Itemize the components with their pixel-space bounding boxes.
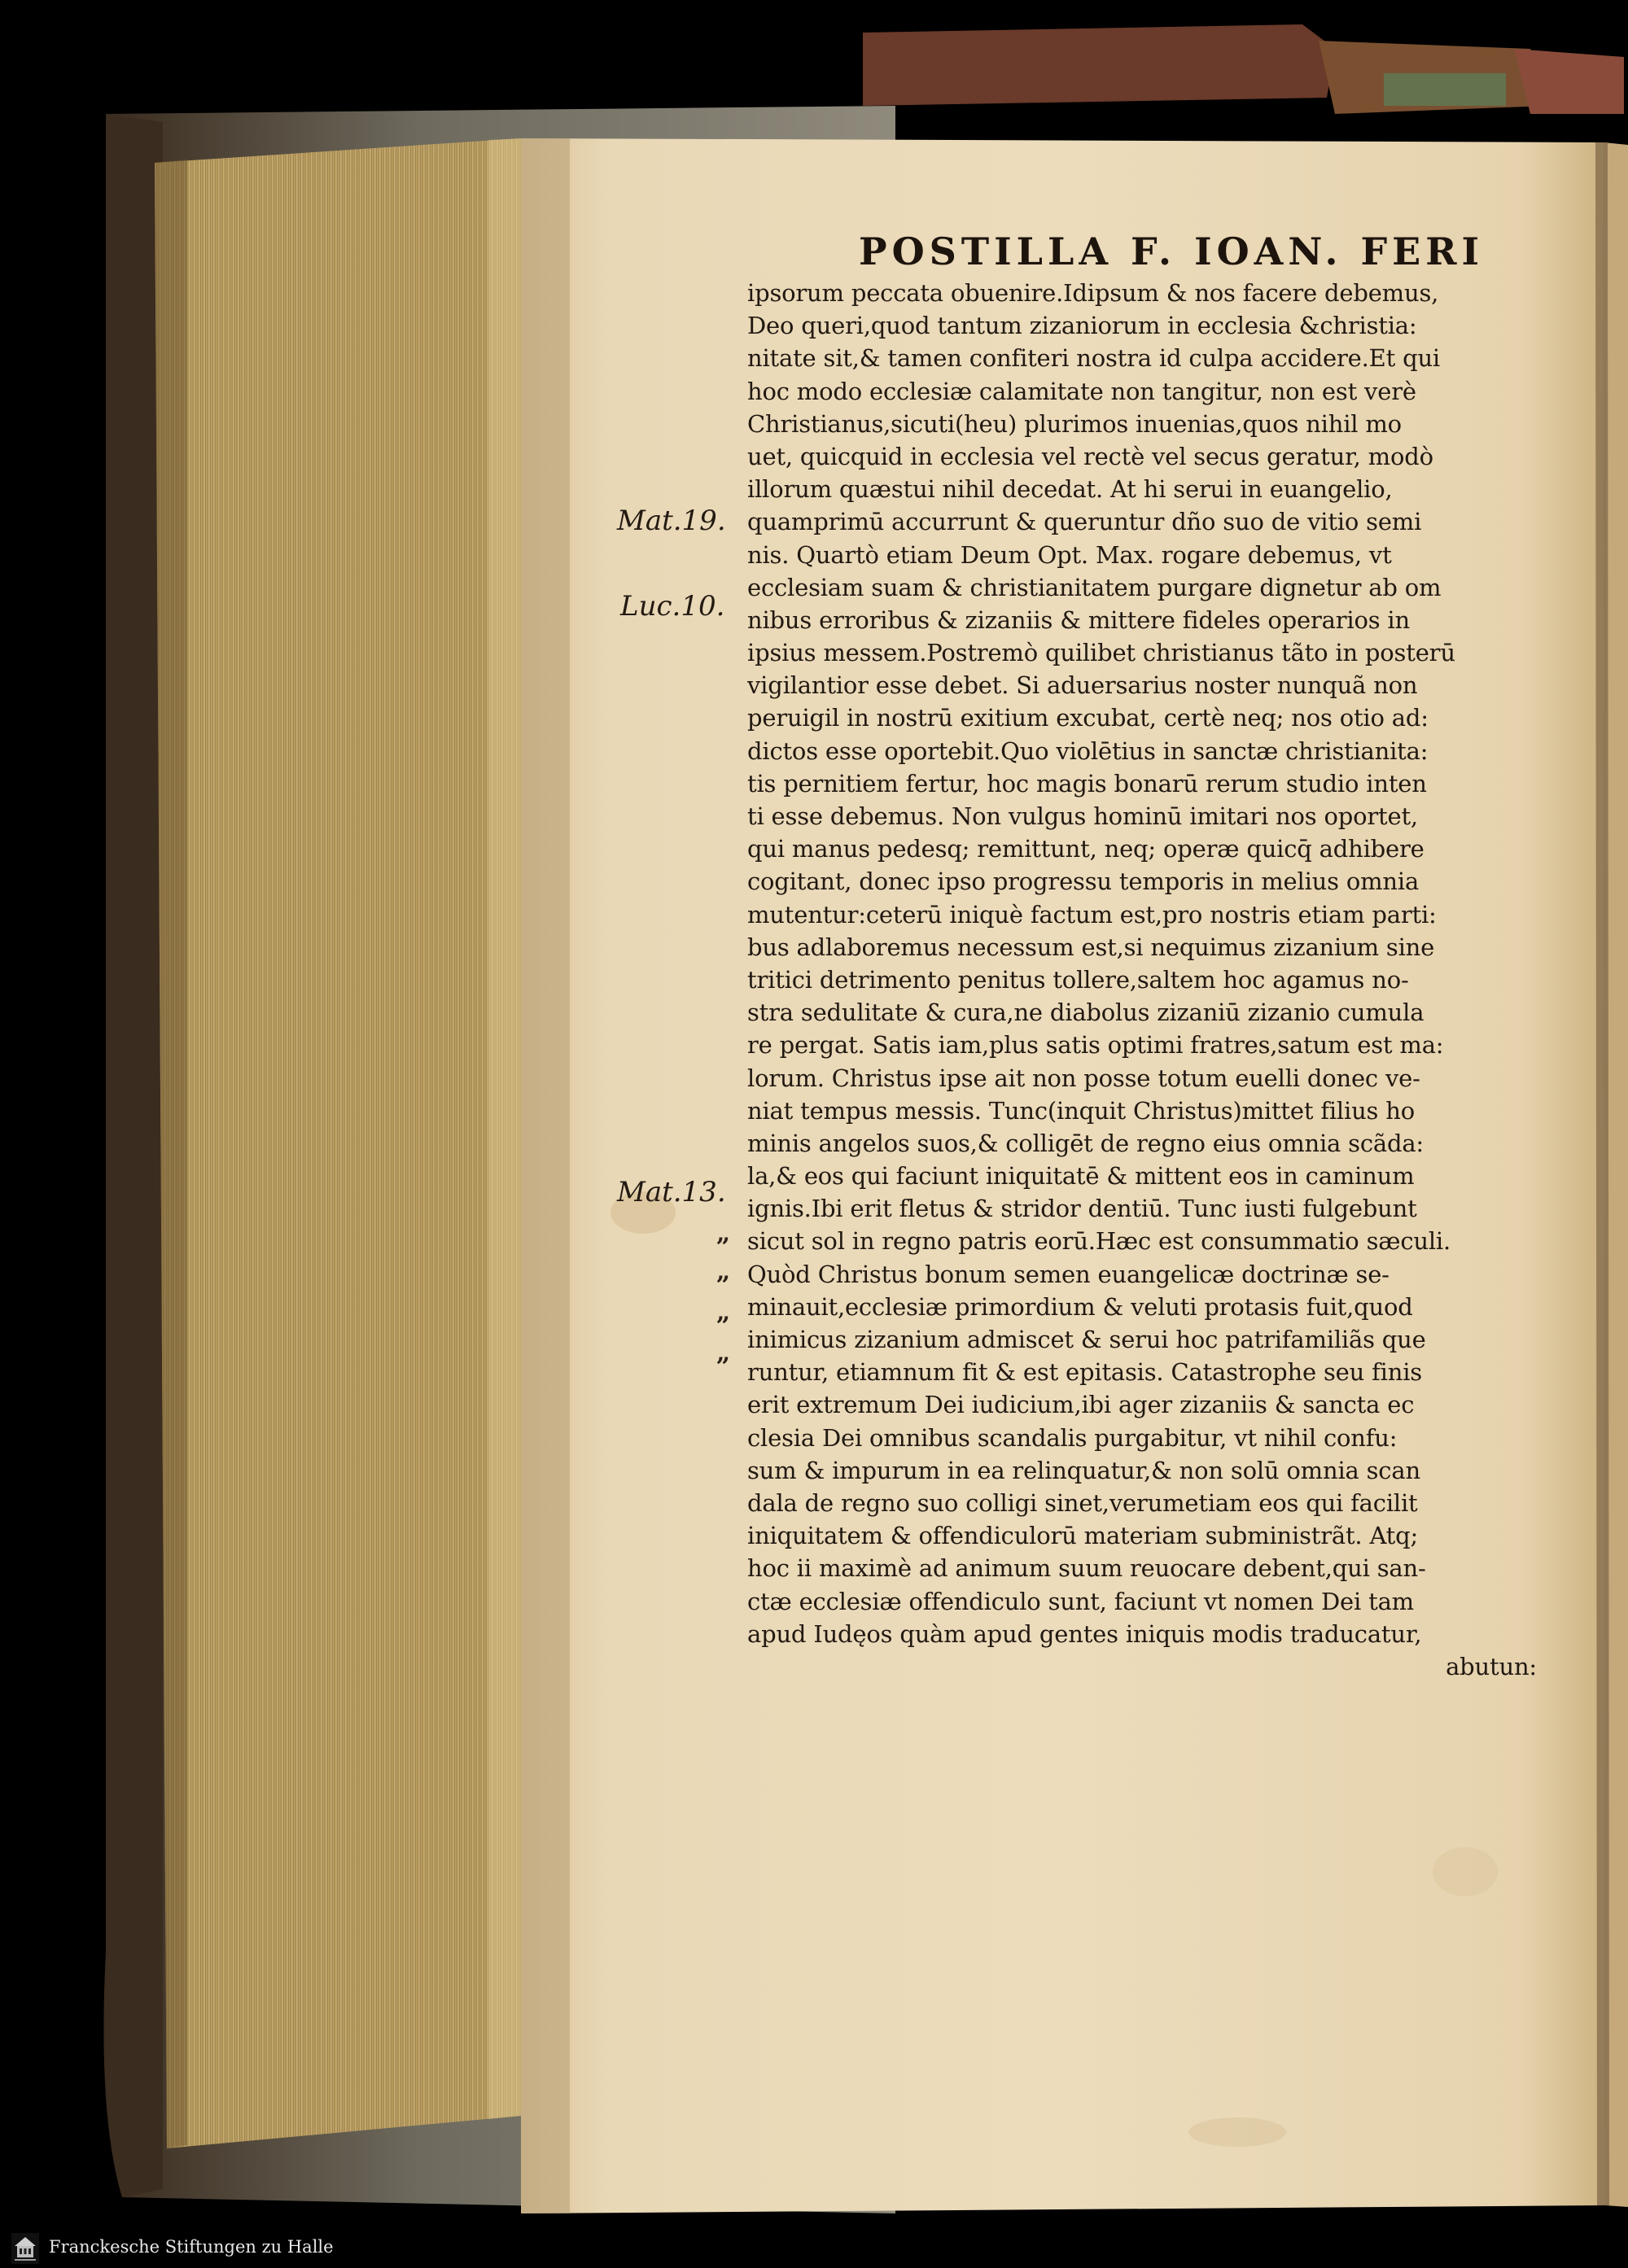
- text-line: clesia Dei omnibus scandalis purgabitur, vt nihil confu:: [747, 1423, 1398, 1452]
- quote-mark: „: [716, 1339, 731, 1367]
- text-line: minis angelos suos,& colligēt de regno eius omnia scãda:: [747, 1129, 1424, 1157]
- text-line: la,& eos qui faciunt iniquitatē & mittent eos in caminum: [747, 1162, 1415, 1191]
- text-line: hoc modo ecclesiæ calamitate non tangitur, non est verè: [747, 377, 1416, 405]
- body-text: [747, 277, 1545, 1683]
- text-line: apud Iudęos quàm apud gentes iniquis modis traducatur,: [747, 1619, 1422, 1648]
- text-line: minauit,ecclesiæ primordium & veluti protasis fuit,quod: [747, 1292, 1413, 1321]
- text-line: dictos esse oportebit.Quo violētius in sanctæ christianita:: [747, 736, 1429, 765]
- quote-mark: „: [716, 1219, 731, 1248]
- text-line: ctæ ecclesiæ offendiculo sunt, faciunt vt nomen Dei tam: [747, 1587, 1414, 1615]
- running-head: POSTILLA F. IOAN. FERI: [859, 229, 1484, 273]
- text-line: ignis.Ibi erit fletus & stridor dentiū. Tunc iusti fulgebunt: [747, 1195, 1417, 1223]
- text-line: nibus erroribus & zizaniis & mittere fideles operarios in: [747, 605, 1410, 634]
- text-line: Deo queri,quod tantum zizaniorum in ecclesia &christia:: [747, 312, 1417, 340]
- text-line: stra sedulitate & cura,ne diabolus zizaniū zizanio cumula: [747, 999, 1424, 1027]
- catchword: abutun:: [1446, 1652, 1537, 1680]
- text-line: sicut sol in regno patris eorū.Hæc est consummatio sæculi.: [747, 1227, 1451, 1256]
- text-line: tritici detrimento penitus tollere,saltem hoc agamus no-: [747, 965, 1409, 994]
- text-line: nis. Quartò etiam Deum Opt. Max. rogare debemus, vt: [747, 540, 1392, 569]
- text-line: nitate sit,& tamen confiteri nostra id culpa accidere.Et qui: [747, 344, 1440, 373]
- text-line: erit extremum Dei iudicium,ibi ager zizaniis & sancta ec: [747, 1391, 1415, 1419]
- text-line: cogitant, donec ipso progressu temporis in melius omnia: [747, 867, 1420, 896]
- text-line: lorum. Christus ipse ait non posse totum euelli donec ve-: [747, 1064, 1420, 1092]
- quote-mark: „: [716, 1298, 731, 1326]
- text-line: dala de regno suo colligi sinet,verumetiam eos qui facilit: [747, 1488, 1418, 1517]
- text-line: mutentur:ceterū iniquè factum est,pro nostris etiam parti:: [747, 900, 1437, 929]
- text-line: Quòd Christus bonum semen euangelicæ doctrinæ se-: [747, 1260, 1389, 1288]
- text-line: re pergat. Satis iam,plus satis optimi fratres,satum est ma:: [747, 1031, 1444, 1060]
- text-line: runtur, etiamnum fit & est epitasis. Catastrophe seu finis: [747, 1358, 1422, 1387]
- institution-logo-icon: [11, 2233, 39, 2264]
- text-line: ecclesiam suam & christianitatem purgare dignetur ab om: [747, 573, 1442, 601]
- text-line: ipsius messem.Postremò quilibet christianus tãto in posterū: [747, 639, 1455, 667]
- text-line: iniquitatem & offendiculorū materiam subministrãt. Atq;: [747, 1522, 1419, 1550]
- quote-mark: „: [716, 1257, 731, 1286]
- footer-credit: Franckesche Stiftungen zu Halle: [49, 2237, 334, 2257]
- text-line: peruigil in nostrū exitium excubat, certè neq; nos otio ad:: [747, 704, 1429, 732]
- text-line: bus adlaboremus necessum est,si nequimus zizanium sine: [747, 933, 1435, 961]
- marginal-note: Mat.13.: [617, 1176, 726, 1208]
- text-line: ti esse debemus. Non vulgus hominū imitari nos oportet,: [747, 802, 1418, 830]
- text-line: hoc ii maximè ad animum suum reuocare debent,qui san-: [747, 1554, 1426, 1583]
- text-line: niat tempus messis. Tunc(inquit Christus)mittet filius ho: [747, 1096, 1415, 1125]
- text-line: qui manus pedesq; remittunt, neq; operæ quicq̄ adhibere: [747, 835, 1424, 863]
- text-line: tis pernitiem fertur, hoc magis bonarū rerum studio inten: [747, 769, 1427, 798]
- text-line: Christianus,sicuti(heu) plurimos inuenias,quos nihil mo: [747, 409, 1402, 438]
- marginal-note: Luc.10.: [620, 590, 725, 623]
- text-line: uet, quicquid in ecclesia vel rectè vel secus geratur, modò: [747, 442, 1433, 470]
- text-line: quamprimū accurrunt & queruntur dño suo de vitio semi: [747, 508, 1422, 536]
- text-line: illorum quæstui nihil decedat. At hi serui in euangelio,: [747, 475, 1393, 504]
- text-line: inimicus zizanium admiscet & serui hoc patrifamiliãs que: [747, 1326, 1426, 1353]
- footer-bar: [0, 2230, 1628, 2268]
- text-line: vigilantior esse debet. Si aduersarius noster nunquã non: [747, 671, 1418, 700]
- text-line: ipsorum peccata obuenire.Idipsum & nos facere debemus,: [747, 279, 1439, 307]
- text-line: sum & impurum in ea relinquatur,& non solū omnia scan: [747, 1456, 1420, 1484]
- marginal-note: Mat.19.: [617, 505, 726, 537]
